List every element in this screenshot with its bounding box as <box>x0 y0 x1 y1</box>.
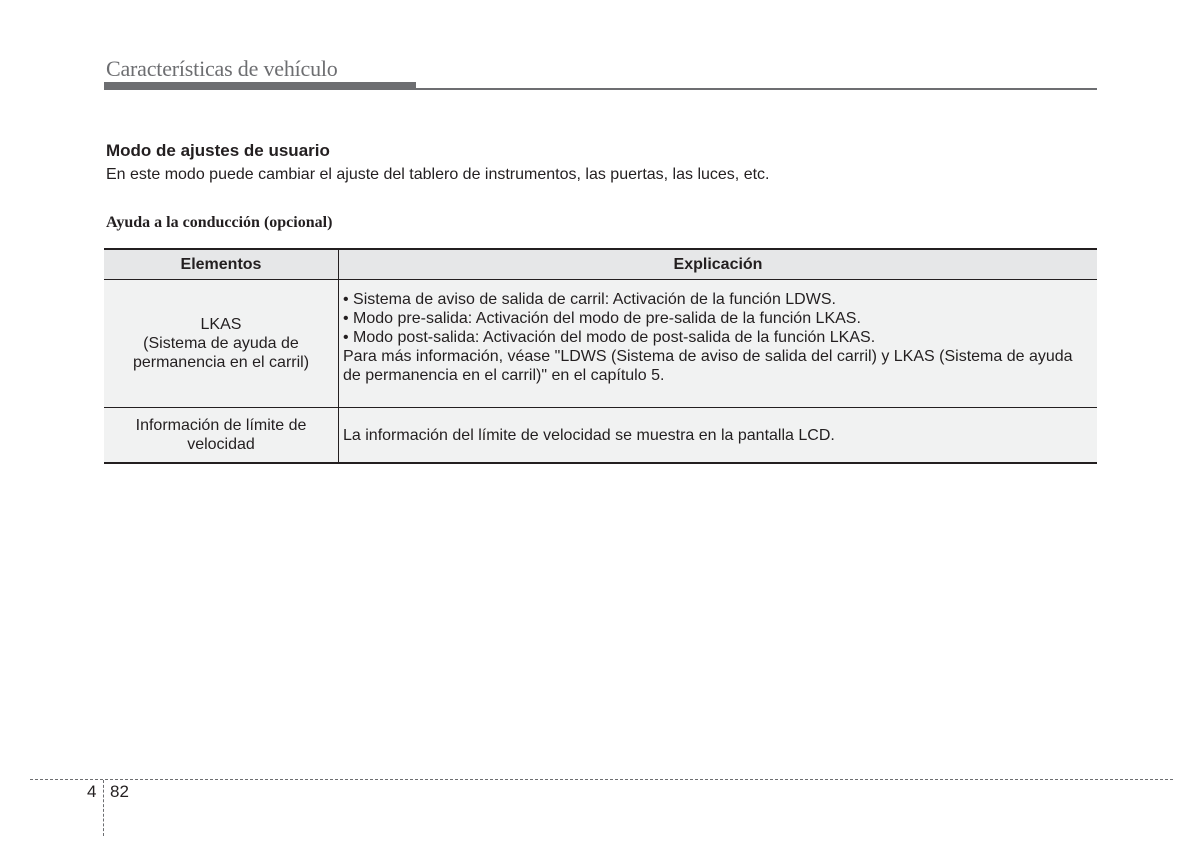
header-rule <box>104 88 1097 90</box>
row-item-line: Información de límite de <box>135 417 307 434</box>
row-item-line: LKAS <box>200 316 242 333</box>
chapter-number: 4 <box>87 782 97 801</box>
explanation-bullet: • Modo post-salida: Activación del modo de post-salida de la función LKAS. <box>343 329 876 346</box>
explanation-text: La información del límite de velocidad se muestra en la pantalla LCD. <box>343 426 835 444</box>
page-number: 82 <box>110 782 129 801</box>
row-item-cell <box>104 408 339 464</box>
column-header-elementos: Elementos <box>104 249 339 280</box>
table-header-row <box>104 249 1097 280</box>
row-item-cell <box>104 280 339 408</box>
table-caption: Ayuda a la conducción (opcional) <box>106 214 333 231</box>
section-intro: En este modo puede cambiar el ajuste del tablero de instrumentos, las puertas, las luces, etc. <box>106 166 770 183</box>
section-heading: Modo de ajustes de usuario <box>106 141 330 160</box>
footer-page-separator <box>103 780 104 836</box>
page-header-title: Características de vehículo <box>106 56 338 81</box>
row-explanation-cell <box>339 280 1098 408</box>
footer-divider <box>30 779 1173 780</box>
row-item-line: velocidad <box>187 436 255 453</box>
explanation-note: Para más información, véase "LDWS (Sistema de aviso de salida del carril) y LKAS (Sistema de ayuda de permanencia en el carril)" en el capítulo 5. <box>343 348 1073 384</box>
row-explanation-cell <box>339 408 1098 464</box>
row-item-line: (Sistema de ayuda de <box>143 335 299 352</box>
column-header-explicacion: Explicación <box>339 249 1098 280</box>
explanation-bullet: • Sistema de aviso de salida de carril: Activación de la función LDWS. <box>343 291 836 308</box>
table-row <box>104 408 1097 464</box>
explanation-bullet: • Modo pre-salida: Activación del modo de pre-salida de la función LKAS. <box>343 310 861 327</box>
table-row <box>104 280 1097 408</box>
settings-table <box>104 248 1097 464</box>
row-item-line: permanencia en el carril) <box>132 354 310 371</box>
